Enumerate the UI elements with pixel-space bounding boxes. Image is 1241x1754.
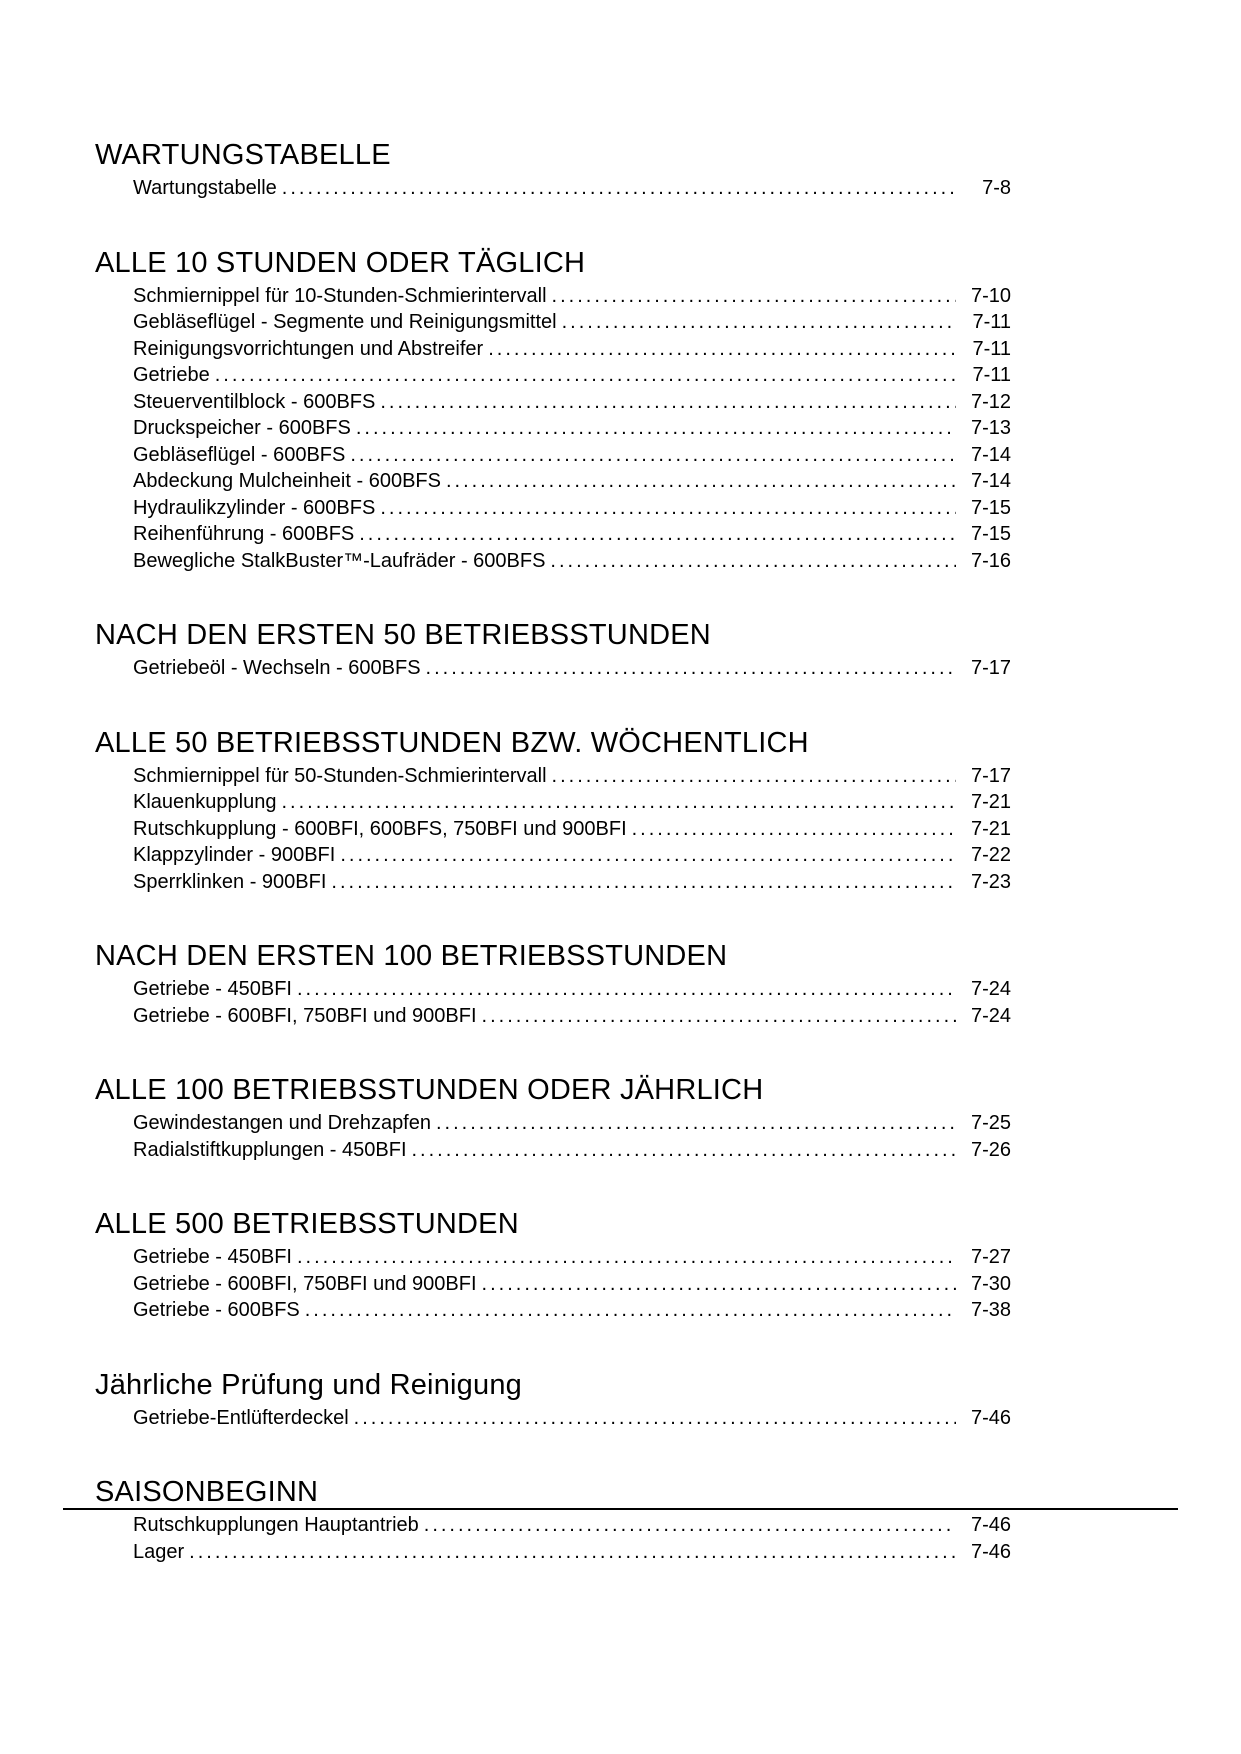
section-entries <box>95 763 1011 896</box>
entry-page: 7-30 <box>970 1272 1011 1295</box>
dot-leader <box>380 495 956 522</box>
entry-page: 7-16 <box>970 549 1011 572</box>
entry-page: 7-11 <box>972 311 1011 333</box>
entry-page: 7-21 <box>970 817 1011 840</box>
entry-title: Getriebe - 600BFS <box>133 1299 300 1321</box>
toc-section <box>95 939 1011 1029</box>
dot-leader <box>297 976 956 1003</box>
toc-section <box>95 1073 1011 1163</box>
entry-title: Getriebe - 600BFI, 750BFI und 900BFI <box>133 1004 477 1027</box>
dot-leader <box>282 175 956 202</box>
entry-page: 7-17 <box>970 764 1011 787</box>
dot-leader <box>189 1539 956 1566</box>
toc-entry <box>133 1244 1011 1271</box>
entry-page: 7-25 <box>970 1112 1011 1134</box>
dot-leader <box>356 415 956 442</box>
entry-title: Getriebe-Entlüfterdeckel <box>133 1406 349 1429</box>
toc <box>95 138 1011 1565</box>
entry-title: Klappzylinder - 900BFI <box>133 844 336 866</box>
section-entries <box>95 1110 1011 1163</box>
entry-page: 7-23 <box>970 870 1011 893</box>
bottom-rule <box>63 1508 1178 1510</box>
toc-entry <box>133 1003 1011 1030</box>
dot-leader <box>215 362 956 389</box>
entry-title: Klauenkupplung <box>133 791 277 813</box>
dot-leader <box>426 655 956 682</box>
section-entries <box>95 1405 1011 1432</box>
dot-leader <box>297 1244 956 1271</box>
entry-page: 7-46 <box>970 1540 1011 1563</box>
toc-section <box>95 138 1011 202</box>
toc-entry <box>133 283 1011 310</box>
toc-entry <box>133 468 1011 495</box>
toc-entry <box>133 521 1011 548</box>
dot-leader <box>482 1003 956 1030</box>
entry-title: Getriebe - 450BFI <box>133 1246 292 1268</box>
section-entries <box>95 1512 1011 1565</box>
entry-page: 7-46 <box>970 1514 1011 1536</box>
toc-entry <box>133 1110 1011 1137</box>
toc-entry <box>133 415 1011 442</box>
entry-title: Steuerventilblock - 600BFS <box>133 390 376 413</box>
entry-page: 7-12 <box>970 390 1011 413</box>
entry-title: Getriebe - 450BFI <box>133 978 292 1000</box>
entry-title: Gewindestangen und Drehzapfen <box>133 1112 431 1134</box>
entry-title: Schmiernippel für 10-Stunden-Schmierintervall <box>133 284 547 307</box>
entry-page: 7-10 <box>970 284 1011 307</box>
entry-title: Radialstiftkupplungen - 450BFI <box>133 1138 407 1161</box>
section-heading: ALLE 100 BETRIEBSSTUNDEN ODER JÄHRLICH <box>95 1074 764 1106</box>
entry-page: 7-15 <box>970 523 1011 545</box>
toc-entry <box>133 869 1011 896</box>
toc-section <box>95 1368 1011 1432</box>
entry-page: 7-11 <box>972 337 1011 360</box>
entry-title: Hydraulikzylinder - 600BFS <box>133 496 376 519</box>
dot-leader <box>550 548 956 575</box>
toc-section <box>95 1207 1011 1324</box>
toc-entry <box>133 976 1011 1003</box>
section-heading: ALLE 10 STUNDEN ODER TÄGLICH <box>95 246 586 279</box>
section-entries <box>95 1244 1011 1324</box>
entry-title: Druckspeicher - 600BFS <box>133 417 351 439</box>
entry-title: Reihenführung - 600BFS <box>133 523 355 545</box>
toc-section <box>95 1475 1011 1565</box>
entry-title: Rutschkupplungen Hauptantrieb <box>133 1514 419 1536</box>
toc-entry <box>133 1297 1011 1324</box>
section-entries <box>95 283 1011 575</box>
dot-leader <box>331 869 956 896</box>
toc-entry <box>133 389 1011 416</box>
entry-page: 7-11 <box>972 364 1011 386</box>
entry-page: 7-8 <box>982 177 1011 199</box>
dot-leader <box>340 842 956 869</box>
section-heading: ALLE 50 BETRIEBSSTUNDEN BZW. WÖCHENTLICH <box>95 726 809 759</box>
toc-entry <box>133 763 1011 790</box>
dot-leader <box>380 389 956 416</box>
dot-leader <box>424 1512 956 1539</box>
entry-title: Wartungstabelle <box>133 177 277 199</box>
toc-entry <box>133 1512 1011 1539</box>
dot-leader <box>354 1405 956 1432</box>
section-heading: WARTUNGSTABELLE <box>95 139 391 171</box>
section-entries <box>95 175 1011 202</box>
entry-title: Reinigungsvorrichtungen und Abstreifer <box>133 337 484 360</box>
dot-leader <box>281 789 956 816</box>
entry-page: 7-22 <box>970 844 1011 866</box>
toc-entry <box>133 309 1011 336</box>
section-heading: SAISONBEGINN <box>95 1476 319 1508</box>
dot-leader <box>436 1110 956 1137</box>
entry-page: 7-13 <box>970 417 1011 439</box>
entry-title: Getriebeöl - Wechseln - 600BFS <box>133 657 421 679</box>
toc-entry <box>133 1271 1011 1298</box>
toc-entry <box>133 1405 1011 1432</box>
dot-leader <box>562 309 956 336</box>
entry-page: 7-17 <box>970 657 1011 679</box>
toc-entry <box>133 175 1011 202</box>
entry-title: Rutschkupplung - 600BFI, 600BFS, 750BFI und 900BFI <box>133 817 627 840</box>
section-heading: NACH DEN ERSTEN 50 BETRIEBSSTUNDEN <box>95 619 711 651</box>
toc-entry <box>133 362 1011 389</box>
toc-section <box>95 618 1011 682</box>
entry-page: 7-27 <box>970 1246 1011 1268</box>
entry-title: Sperrklinken - 900BFI <box>133 870 327 893</box>
entry-title: Gebläseflügel - Segmente und Reinigungsmittel <box>133 311 557 333</box>
entry-page: 7-21 <box>970 791 1011 813</box>
entry-title: Gebläseflügel - 600BFS <box>133 443 346 466</box>
section-heading: NACH DEN ERSTEN 100 BETRIEBSSTUNDEN <box>95 940 728 972</box>
toc-entry <box>133 789 1011 816</box>
toc-entry <box>133 1137 1011 1164</box>
entry-title: Getriebe <box>133 364 210 386</box>
dot-leader <box>488 336 956 363</box>
entry-page: 7-15 <box>970 496 1011 519</box>
entry-page: 7-14 <box>970 443 1011 466</box>
toc-entry <box>133 842 1011 869</box>
section-entries <box>95 655 1011 682</box>
section-heading: ALLE 500 BETRIEBSSTUNDEN <box>95 1208 519 1240</box>
dot-leader <box>305 1297 956 1324</box>
entry-title: Abdeckung Mulcheinheit - 600BFS <box>133 470 441 492</box>
toc-entry <box>133 655 1011 682</box>
entry-page: 7-26 <box>970 1138 1011 1161</box>
dot-leader <box>632 816 956 843</box>
entry-page: 7-38 <box>970 1299 1011 1321</box>
entry-title: Schmiernippel für 50-Stunden-Schmierintervall <box>133 764 547 787</box>
toc-entry <box>133 816 1011 843</box>
dot-leader <box>350 442 956 469</box>
dot-leader <box>552 763 956 790</box>
entry-title: Getriebe - 600BFI, 750BFI und 900BFI <box>133 1272 477 1295</box>
entry-title: Bewegliche StalkBuster™-Laufräder - 600BFS <box>133 549 546 572</box>
dot-leader <box>446 468 956 495</box>
section-entries <box>95 976 1011 1029</box>
section-heading: Jährliche Prüfung und Reinigung <box>95 1368 522 1401</box>
toc-entry <box>133 495 1011 522</box>
toc-entry <box>133 336 1011 363</box>
toc-entry <box>133 1539 1011 1566</box>
entry-page: 7-24 <box>970 978 1011 1000</box>
toc-section <box>95 726 1011 896</box>
entry-page: 7-24 <box>970 1004 1011 1027</box>
dot-leader <box>412 1137 957 1164</box>
entry-page: 7-14 <box>970 470 1011 492</box>
toc-section <box>95 246 1011 575</box>
dot-leader <box>482 1271 956 1298</box>
entry-title: Lager <box>133 1540 185 1563</box>
entry-page: 7-46 <box>970 1406 1011 1429</box>
dot-leader <box>359 521 956 548</box>
toc-entry <box>133 548 1011 575</box>
toc-entry <box>133 442 1011 469</box>
dot-leader <box>552 283 956 310</box>
